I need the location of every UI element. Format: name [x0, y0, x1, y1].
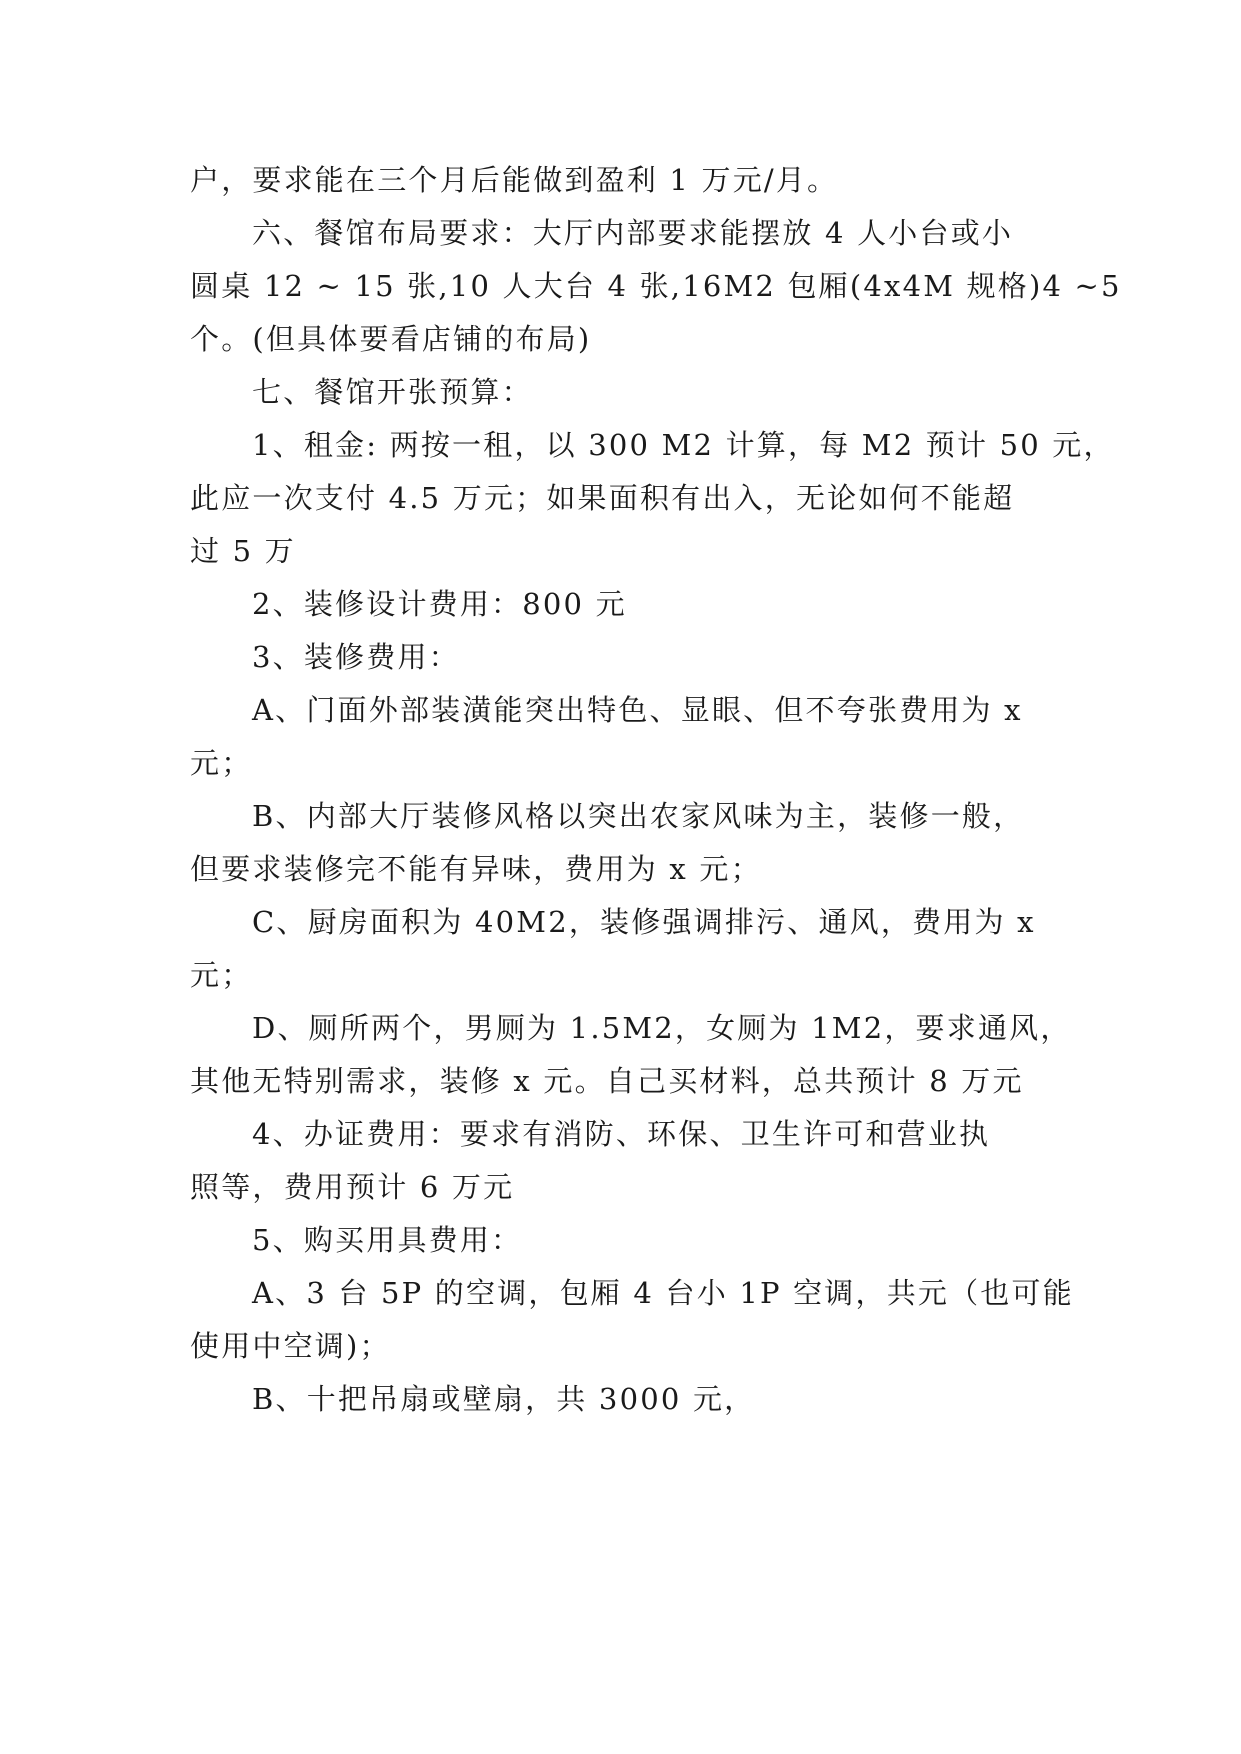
text-line: 但要求装修完不能有异味，费用为 x 元；: [190, 852, 762, 886]
budget-item-licenses: 4、办证费用：要求有消防、环保、卫生许可和营业执: [252, 1117, 991, 1151]
budget-item-design: 2、装修设计费用：800 元: [252, 587, 627, 621]
text-line: 其他无特别需求，装修 x 元。自己买材料，总共预计 8 万元: [190, 1064, 1024, 1098]
text-line: 照等，费用预计 6 万元: [190, 1170, 515, 1204]
text-line: 圆桌 12 ~ 15 张,10 人大台 4 张,16M2 包厢(4x4M 规格)4 ~5: [190, 269, 1122, 303]
section-heading-layout: 六、餐馆布局要求：大厅内部要求能摆放 4 人小台或小: [252, 216, 1014, 250]
budget-item-equipment: 5、购买用具费用：: [252, 1223, 523, 1257]
text-line: 元；: [190, 958, 253, 992]
decoration-item-c: C、厨房面积为 40M2，装修强调排污、通风，费用为 x: [252, 905, 1036, 939]
text-line: 元；: [190, 746, 253, 780]
text-line: 过 5 万: [190, 534, 296, 568]
equipment-item-a: A、3 台 5P 的空调，包厢 4 台小 1P 空调，共元（也可能: [252, 1276, 1074, 1310]
equipment-item-b: B、十把吊扇或壁扇，共 3000 元，: [252, 1382, 756, 1416]
text-line: 此应一次支付 4.5 万元；如果面积有出入，无论如何不能超: [190, 481, 1015, 515]
text-line: 个。(但具体要看店铺的布局): [190, 322, 592, 356]
text-line: 户，要求能在三个月后能做到盈利 1 万元/月。: [190, 163, 839, 197]
budget-item-rent: 1、租金: 两按一租，以 300 M2 计算，每 M2 预计 50 元，: [252, 428, 1115, 462]
decoration-item-d: D、厕所两个，男厕为 1.5M2，女厕为 1M2，要求通风，: [252, 1011, 1072, 1045]
decoration-item-a: A、门面外部装潢能突出特色、显眼、但不夸张费用为 x: [252, 693, 1023, 727]
budget-item-decoration: 3、装修费用：: [252, 640, 460, 674]
section-heading-budget: 七、餐馆开张预算：: [252, 375, 533, 409]
decoration-item-b: B、内部大厅装修风格以突出农家风味为主，装修一般，: [252, 799, 1025, 833]
text-line: 使用中空调)；: [190, 1329, 391, 1363]
